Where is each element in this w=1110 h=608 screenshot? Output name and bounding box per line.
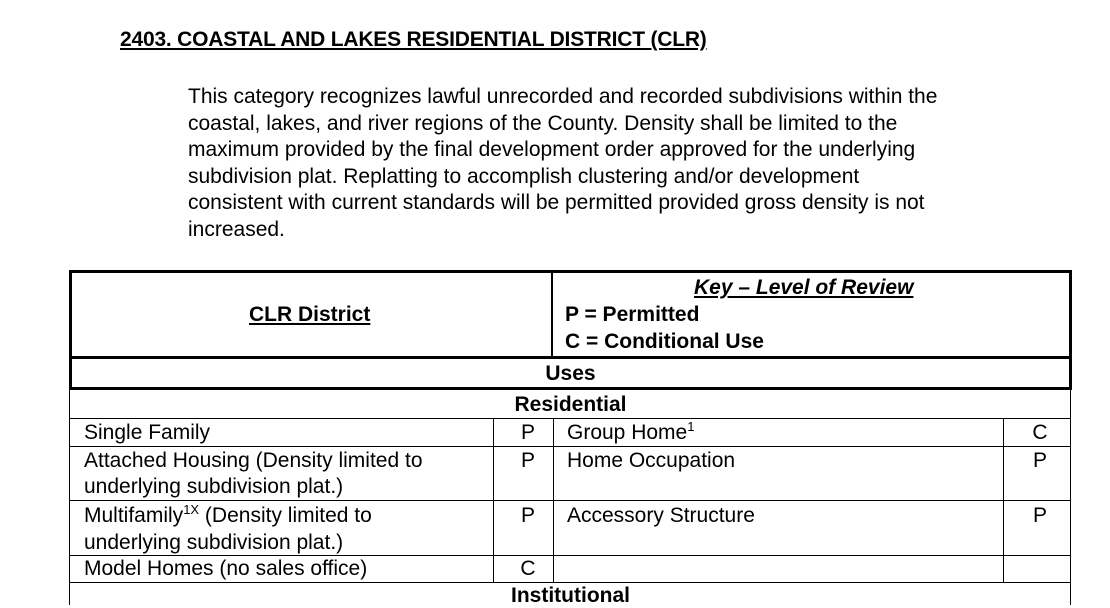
table-border bbox=[69, 582, 1070, 583]
paragraph-line: subdivision plat. Replatting to accomplish clustering and/or development bbox=[188, 164, 860, 188]
use-name: Model Homes (no sales office) bbox=[84, 557, 368, 580]
review-code: C bbox=[1032, 421, 1048, 444]
table-border bbox=[553, 418, 554, 583]
paragraph-line: consistent with current standards will be permitted provided gross density is not bbox=[188, 191, 925, 214]
table-border bbox=[493, 418, 494, 583]
table-border bbox=[69, 388, 70, 605]
use-name: Single Family bbox=[84, 421, 211, 444]
use-name: Accessory Structure bbox=[567, 504, 755, 527]
paragraph-line: increased. bbox=[188, 217, 285, 241]
use-name: Home Occupation bbox=[567, 449, 736, 472]
use-name bbox=[567, 420, 694, 446]
review-code: P bbox=[1032, 504, 1047, 527]
institutional-label: Institutional bbox=[511, 584, 630, 607]
footnote-marker: 1 bbox=[687, 419, 695, 434]
key-conditional: C = Conditional Use bbox=[565, 330, 764, 353]
paragraph-line: This category recognizes lawful unrecorded and recorded subdivisions within the bbox=[188, 85, 938, 108]
table-border bbox=[69, 356, 1072, 359]
footnote-marker: 1X bbox=[183, 502, 200, 517]
review-code: P bbox=[520, 421, 535, 444]
uses-label: Uses bbox=[545, 362, 596, 385]
section-paragraph bbox=[188, 84, 1028, 243]
table-border bbox=[1070, 388, 1071, 605]
use-name-text: (Density limited to bbox=[199, 504, 372, 527]
use-name-continued: underlying subdivision plat.) bbox=[84, 475, 344, 498]
residential-label: Residential bbox=[514, 393, 627, 416]
use-name-continued: underlying subdivision plat.) bbox=[84, 531, 344, 554]
section-heading: 2403. COASTAL AND LAKES RESIDENTIAL DISTRICT (CLR) bbox=[120, 28, 707, 51]
use-name-text: Multifamily bbox=[84, 504, 184, 527]
review-code: P bbox=[1032, 449, 1047, 472]
review-code: C bbox=[520, 557, 536, 580]
use-name: Attached Housing (Density limited to bbox=[84, 449, 423, 472]
use-name-text: Group Home bbox=[567, 421, 688, 444]
review-code: P bbox=[520, 504, 535, 527]
table-border bbox=[69, 446, 1070, 447]
table-border bbox=[69, 387, 1072, 390]
table-border bbox=[69, 418, 1070, 419]
table-border bbox=[69, 500, 1070, 501]
use-name bbox=[84, 503, 372, 529]
key-permitted: P = Permitted bbox=[565, 303, 700, 326]
table-border bbox=[1003, 418, 1004, 583]
review-code: P bbox=[520, 449, 535, 472]
key-title: Key – Level of Review bbox=[694, 276, 914, 299]
table-border bbox=[551, 270, 553, 358]
district-label: CLR District bbox=[249, 303, 371, 326]
paragraph-line: coastal, lakes, and river regions of the County. Density shall be limited to the bbox=[188, 111, 898, 135]
table-border bbox=[69, 270, 1072, 273]
paragraph-line: maximum provided by the final development order approved for the underlying bbox=[188, 138, 916, 161]
